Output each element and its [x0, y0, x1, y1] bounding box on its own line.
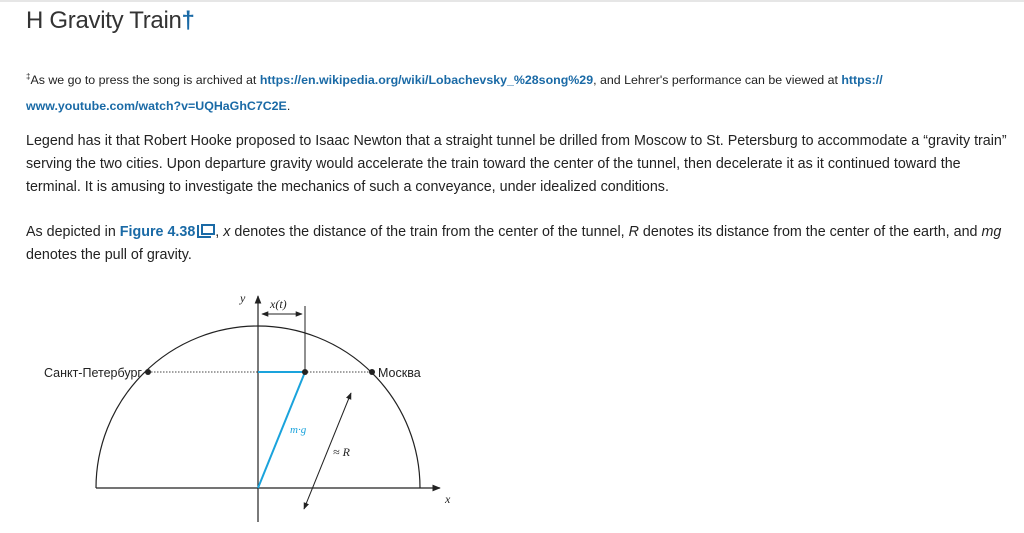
figure-link[interactable]: Figure 4.38 — [119, 224, 196, 240]
moscow-point — [369, 369, 375, 375]
paragraph2-after-link: , — [215, 224, 224, 240]
x-axis-label: x — [445, 492, 451, 506]
footnote-text-middle: , and Lehrer's performance can be viewed at — [593, 73, 842, 87]
paragraph-hooke-legend: Legend has it that Robert Hooke proposed to Isaac Newton that a straight tunnel be drilled from Moscow to St. Petersburg to accommodate a “gravity train” serving the two cities. Upon departure gravity would accelerate the train toward the center of the tunnel, then decelerate it as it continued toward the terminal. It is amusing to investigate the mechanics of such a conveyance, under idealized conditions. — [26, 133, 1007, 195]
r-label: ≈ R — [333, 445, 350, 459]
wikipedia-link[interactable]: https://en.wikipedia.org/wiki/Lobachevsky_%28song%29 — [259, 73, 594, 87]
st-petersburg-point — [145, 369, 151, 375]
youtube-link-part1[interactable]: https:// — [841, 73, 883, 87]
paragraph2-text2: denotes its distance from the center of the earth, and — [638, 224, 982, 240]
footnote-text-end: . — [286, 99, 291, 113]
youtube-link-part2[interactable]: www.youtube.com/watch?v=UQHaGhC7C2E — [26, 99, 287, 113]
city-label-st-petersburg: Санкт-Петербург — [43, 366, 142, 380]
xt-label: x(t) — [270, 297, 287, 311]
dagger-footnote-mark[interactable]: † — [181, 7, 195, 34]
variable-x: x — [223, 224, 231, 240]
footnote-mark: ‡ — [26, 72, 31, 81]
footnote-text-before: As we go to press the song is archived at — [30, 73, 260, 87]
y-axis-label: y — [240, 291, 246, 305]
paragraph2-text1: denotes the distance of the train from the center of the tunnel, — [230, 224, 629, 240]
mg-label: m·g — [290, 424, 307, 436]
city-label-moscow: Москва — [378, 366, 421, 380]
page-title-text: H Gravity Train — [26, 7, 182, 34]
paragraph2-intro: As depicted in — [26, 224, 120, 240]
paragraph2-text3: denotes the pull of gravity. — [26, 247, 192, 263]
variable-mg: mg — [981, 224, 1002, 240]
train-point — [302, 369, 308, 375]
variable-R: R — [628, 224, 639, 240]
